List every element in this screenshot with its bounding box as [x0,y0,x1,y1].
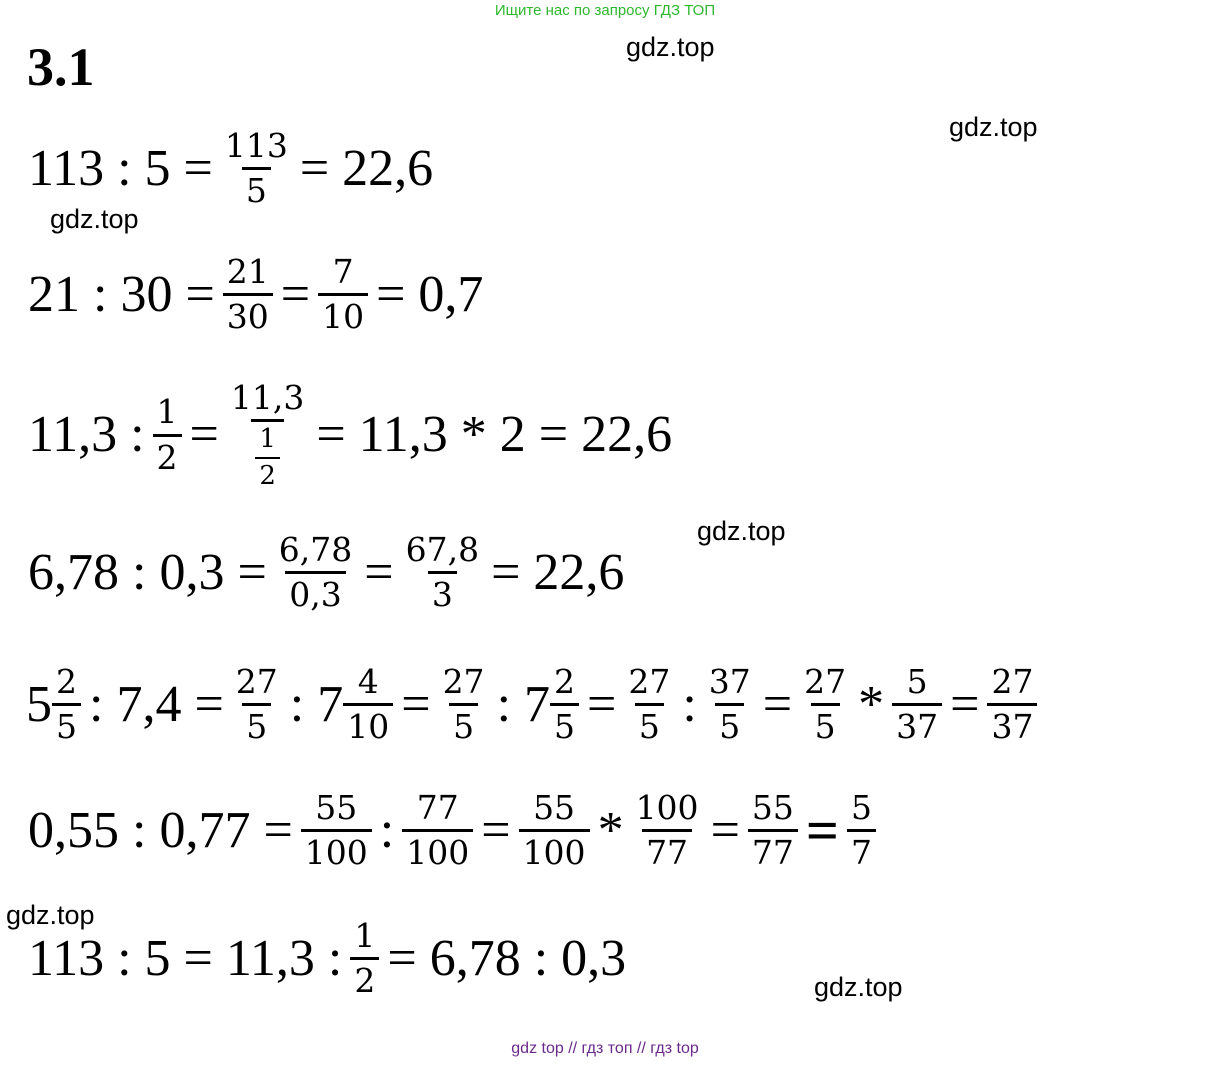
expr-text: = [950,675,980,733]
watermark: gdz.top [697,516,786,546]
denominator: 100 [402,829,473,871]
expr-text: = 11,3 * 2 = 22,6 [316,406,673,464]
fraction [402,532,483,614]
denominator: 5 [242,703,271,745]
fraction [439,664,489,746]
fraction [153,394,182,476]
search-banner: Ищите нас по запросу ГДЗ ТОП [494,2,716,19]
fraction [275,532,356,614]
numerator: 67,8 [405,530,480,569]
expr-text: 6,78 : 0,3 = [28,543,267,601]
fraction [987,664,1037,746]
denominator: 5 [52,703,81,745]
fraction [318,254,368,336]
whole-part: 5 [26,675,52,733]
numerator: 100 [635,788,699,827]
exercise-title: 3.1 [27,37,95,97]
fraction [624,664,674,746]
denominator: 77 [642,829,692,871]
expr-text: * [858,675,885,733]
denominator: 2 [255,457,280,491]
numerator: 55 [751,788,794,827]
expr-text: 21 : 30 = [28,265,215,323]
numerator: 6,78 [278,530,353,569]
denominator: 5 [635,703,664,745]
equation-line-5 [26,664,1045,746]
numerator: 2 [554,662,576,701]
numerator: 27 [235,662,278,701]
fraction [632,790,703,872]
expr-text: 11,3 : [28,406,145,464]
numerator: 5 [850,788,872,827]
denominator: 3 [428,571,457,613]
numerator: 4 [357,662,379,701]
equation-line-2 [28,254,483,336]
expr-text: = [364,543,394,601]
fraction [402,790,473,872]
denominator: 10 [343,703,393,745]
denominator: 77 [748,829,798,871]
denominator: 5 [449,703,478,745]
fraction [223,254,273,336]
expr-text: = 0,7 [376,265,484,323]
fraction [232,664,282,746]
expr-text: = [401,675,431,733]
equation-line-6 [28,790,884,872]
equation-line-1 [28,128,433,210]
fraction [847,790,876,872]
fraction [343,664,393,746]
nested-fraction [255,425,280,490]
numerator: 27 [991,662,1034,701]
fraction [301,790,372,872]
expr-text: = [710,801,740,859]
denominator: 30 [223,293,273,335]
numerator: 77 [416,788,459,827]
expr-text: : 7,4 = [89,675,224,733]
denominator: 10 [318,293,368,335]
expr-text: 113 : 5 = [28,139,213,197]
expr-text: : 7 [289,675,344,733]
numerator: 113 [224,126,288,165]
equation-line-4 [28,532,624,614]
denominator: 5 [715,703,744,745]
denominator: 37 [892,703,942,745]
numerator: 27 [442,662,485,701]
expr-text: 0,55 : 0,77 = [28,801,293,859]
equation-line-3 [28,380,672,490]
expr-text: = 22,6 [299,139,434,197]
denominator: 0,3 [285,571,345,613]
fraction [350,918,379,1000]
numerator: 27 [628,662,671,701]
fraction [52,664,81,746]
complex-fraction [227,380,308,490]
numerator: 27 [804,662,847,701]
expr-text: = [189,406,219,464]
fraction [800,664,850,746]
denominator: 5 [550,703,579,745]
fraction [550,664,579,746]
expr-text: = [280,265,311,323]
expr-text: = 22,6 [491,543,625,601]
denominator: 2 [350,957,379,999]
numerator: 1 [156,392,178,432]
denominator: 2 [153,434,182,476]
expr-text: : [682,675,697,733]
denominator: 5 [811,703,840,745]
expr-text: : 7 [496,675,551,733]
expr-text: = [762,675,793,733]
numerator: 11,3 [230,378,305,417]
fraction [519,790,590,872]
expr-text: 113 : 5 = 11,3 : [28,929,343,987]
numerator: 1 [259,424,276,455]
numerator: 21 [226,252,269,291]
denominator: 100 [519,829,590,871]
denominator: 5 [242,167,271,209]
equation-line-7 [28,918,626,1000]
expr-text: : [379,801,395,859]
expr-text: = [805,797,839,863]
watermark: gdz.top [949,112,1038,142]
watermark: gdz.top [6,900,95,930]
watermark: gdz.top [50,204,139,234]
fraction [705,664,755,746]
denominator [251,419,284,490]
numerator: 37 [708,662,751,701]
numerator: 5 [906,662,928,701]
denominator: 100 [301,829,372,871]
watermark: gdz.top [626,32,715,62]
denominator: 37 [987,703,1037,745]
watermark: gdz.top [814,972,903,1002]
footer-links: gdz top // гдз топ // гдз top [511,1040,699,1057]
numerator: 55 [315,788,358,827]
fraction [892,664,942,746]
numerator: 7 [332,252,354,291]
expr-text: = [587,675,617,733]
numerator: 1 [354,916,376,955]
numerator: 55 [533,788,576,827]
denominator: 7 [847,829,876,871]
fraction [748,790,798,872]
numerator: 2 [56,662,77,701]
expr-text: = 6,78 : 0,3 [387,929,627,987]
fraction [221,128,292,210]
expr-text: * [597,801,624,859]
expr-text: = [481,801,511,859]
